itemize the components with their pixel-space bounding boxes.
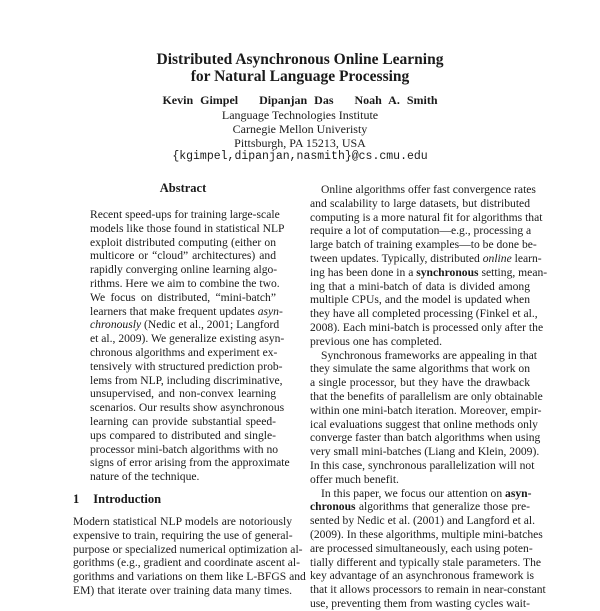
text-line: [310, 473, 530, 487]
text-segment: unsupervised, and non-convex learning: [90, 387, 276, 401]
text-line: [90, 415, 276, 429]
text-line: [310, 224, 530, 238]
text-line: [90, 359, 283, 374]
text-line: [310, 583, 546, 597]
text-segment: and scalability to large datasets, but distributed: [310, 196, 530, 210]
text-line: [310, 293, 530, 307]
text-line: [90, 456, 290, 470]
text-segment: rithms. Here we aim to combine the two.: [90, 276, 280, 290]
text-segment: processor mini-batch algorithms with no: [90, 442, 279, 456]
bold-text: chronous: [310, 500, 356, 514]
text-line: [73, 542, 303, 557]
text-line: [310, 251, 542, 266]
text-segment: ical evaluations suggest that online methods only: [310, 417, 538, 431]
author-emails: {kgimpel,dipanjan,nasmith}@cs.cmu.edu: [172, 150, 428, 163]
paper-title-line-1: Distributed Asynchronous Online Learning: [156, 51, 444, 68]
text-segment: nature of the technique.: [90, 470, 200, 484]
text-line: [73, 570, 306, 584]
section-heading-introduction: [73, 492, 161, 507]
section-number: 1: [73, 492, 80, 506]
text-line: [90, 373, 283, 388]
text-segment: Online algorithms offer fast convergence rates: [321, 183, 536, 196]
text-segment: within one mini-batch iteration. Moreover, empir-: [310, 403, 542, 417]
text-segment: Modern statistical NLP models are notoriously: [73, 515, 292, 528]
text-line: [90, 332, 285, 346]
text-segment: models like those found in statistical NLP: [90, 221, 285, 235]
text-segment: et al., 2009). We generalize existing asyn-: [90, 332, 285, 346]
text-segment: chronous algorithms and experiment ex-: [90, 345, 278, 359]
text-segment: Recent speed-ups for training large-scale: [90, 208, 280, 221]
text-line: [90, 387, 276, 401]
text-segment: 2008). Each mini-batch is processed only after the: [310, 320, 544, 334]
text-segment: signs of error arising from the approximate: [90, 456, 290, 470]
abstract-body: [90, 208, 290, 484]
text-line: [310, 445, 540, 459]
text-segment: Synchronous frameworks are appealing in that: [321, 348, 538, 362]
text-segment: multiple CPUs, and the model is updated when: [310, 293, 530, 307]
italic-text: online: [482, 251, 512, 265]
text-line: [73, 556, 300, 570]
text-segment: are processed simultaneously, each using poten-: [310, 541, 533, 555]
text-line: [90, 346, 276, 360]
text-line: [90, 401, 285, 415]
text-line: [90, 429, 276, 443]
section-title: Introduction: [93, 492, 162, 506]
text-line: [310, 487, 530, 501]
text-segment: scenarios. Our results show asynchronous: [90, 401, 285, 415]
text-segment: computing is a more natural fit for algorithms that: [310, 210, 543, 224]
text-line: [310, 335, 530, 349]
text-line: [90, 470, 276, 484]
text-line: [90, 318, 280, 332]
text-line: [310, 362, 530, 376]
text-segment: previous one has completed.: [310, 334, 443, 348]
text-segment: rapidly converging online learning algo-: [90, 263, 278, 277]
text-segment: converge faster than batch algorithms when using: [310, 431, 541, 445]
text-segment: In this paper, we focus our attention on: [321, 486, 506, 500]
text-line: [90, 249, 276, 263]
text-segment: (Nedic et al., 2001; Langford: [141, 318, 280, 332]
text-segment: In this case, synchronous parallelization will not: [310, 458, 535, 472]
text-segment: a single processor, but they have the drawback: [310, 376, 530, 390]
text-segment: sented by Nedic et al. (2001) and Langford et al.: [310, 514, 536, 528]
bold-text: synchronous: [416, 265, 479, 279]
text-line: [310, 183, 536, 197]
text-segment: that it allows processors to remain in near-constant: [310, 583, 546, 597]
text-segment: setting, mean-: [478, 265, 548, 279]
text-line: [310, 555, 542, 570]
text-line: [310, 541, 533, 556]
italic-text: asyn-: [257, 304, 283, 318]
text-segment: use, preventing them from wasting cycles wait-: [310, 596, 530, 610]
text-line: [310, 265, 548, 280]
text-line: [310, 514, 536, 528]
text-segment: key advantage of an asynchronous framework is: [310, 569, 535, 583]
authors: Kevin Gimpel Dipanjan Das Noah A. Smith: [162, 93, 438, 107]
text-line: [310, 320, 544, 335]
text-segment: exploit distributed computing (either on: [90, 235, 276, 249]
text-segment: learning can provide substantial speed-: [90, 414, 276, 428]
text-line: [73, 515, 292, 529]
affiliation-address: Pittsburgh, PA 15213, USA: [234, 136, 366, 150]
text-line: [310, 527, 543, 542]
affiliation-institute: Language Technologies Institute: [221, 108, 379, 122]
abstract-heading: Abstract: [159, 181, 207, 195]
text-line: [310, 403, 542, 418]
text-segment: multicore or “cloud” architectures) and: [90, 249, 276, 263]
text-line: [90, 276, 280, 291]
text-segment: gorithms and variations on them like L-BFGS and: [73, 570, 306, 584]
text-segment: (2009). In these algorithms, multiple mini-batches: [310, 527, 543, 541]
affiliation-university: Carnegie Mellon Univeristy: [232, 122, 368, 136]
text-line: [90, 442, 279, 457]
text-line: [90, 291, 276, 305]
text-line: [310, 597, 530, 611]
text-line: [90, 304, 283, 319]
text-line: [90, 263, 276, 277]
text-segment: EM) that iterate over training data many times.: [73, 583, 292, 597]
text-segment: gorithms (e.g., gradient and coordinate ascent al-: [73, 556, 300, 570]
text-segment: learners that make frequent updates: [90, 304, 258, 318]
text-segment: purpose or specialized numerical optimization al-: [73, 542, 303, 556]
text-segment: that the benefits of parallelism are only obtainable: [310, 389, 543, 403]
right-column-body: [310, 183, 548, 611]
introduction-body: [73, 515, 306, 598]
text-segment: ing that a mini-batch of data is divided among: [310, 279, 530, 293]
text-line: [310, 210, 543, 225]
text-line: [310, 197, 530, 211]
text-line: [310, 569, 535, 583]
text-segment: tensively with structured prediction prob-: [90, 359, 283, 373]
text-segment: expensive to train, requiring the use of general-: [73, 528, 293, 542]
text-segment: algorithms that generalize those pre-: [355, 500, 530, 514]
text-segment: learn-: [511, 251, 542, 265]
text-segment: tially different and typically stale parameters. The: [310, 555, 542, 569]
text-segment: require a lot of computation—e.g., processing a: [310, 224, 532, 238]
text-line: [90, 221, 285, 236]
text-segment: large batch of training examples—to be done be-: [310, 238, 537, 252]
text-segment: offer much benefit.: [310, 472, 399, 486]
text-line: [90, 208, 280, 222]
text-line: [310, 500, 530, 514]
italic-text: chronously: [90, 318, 142, 332]
text-line: [310, 307, 538, 321]
text-segment: very small mini-batches (Liang and Klein, 2009).: [310, 445, 540, 459]
text-line: [73, 529, 292, 543]
paper-title-line-2: for Natural Language Processing: [190, 68, 410, 85]
text-segment: We focus on distributed, “mini-batch”: [90, 290, 276, 304]
text-line: [73, 584, 292, 598]
text-segment: they simulate the same algorithms that work on: [310, 362, 530, 376]
bold-text: asyn-: [505, 486, 532, 500]
text-line: [310, 348, 538, 363]
text-line: [310, 280, 530, 294]
text-line: [310, 238, 537, 252]
text-line: [310, 389, 543, 404]
text-line: [90, 236, 276, 250]
text-segment: lems from NLP, including discriminative,: [90, 373, 283, 387]
text-line: [310, 417, 538, 432]
text-line: [310, 376, 530, 390]
text-segment: ups compared to distributed and single-: [90, 428, 276, 442]
text-line: [310, 431, 541, 445]
text-segment: ing has been done in a: [310, 265, 417, 279]
text-line: [310, 458, 535, 473]
text-segment: they have all completed processing (Finkel et al.,: [310, 307, 538, 321]
text-segment: tween updates. Typically, distributed: [310, 251, 483, 265]
